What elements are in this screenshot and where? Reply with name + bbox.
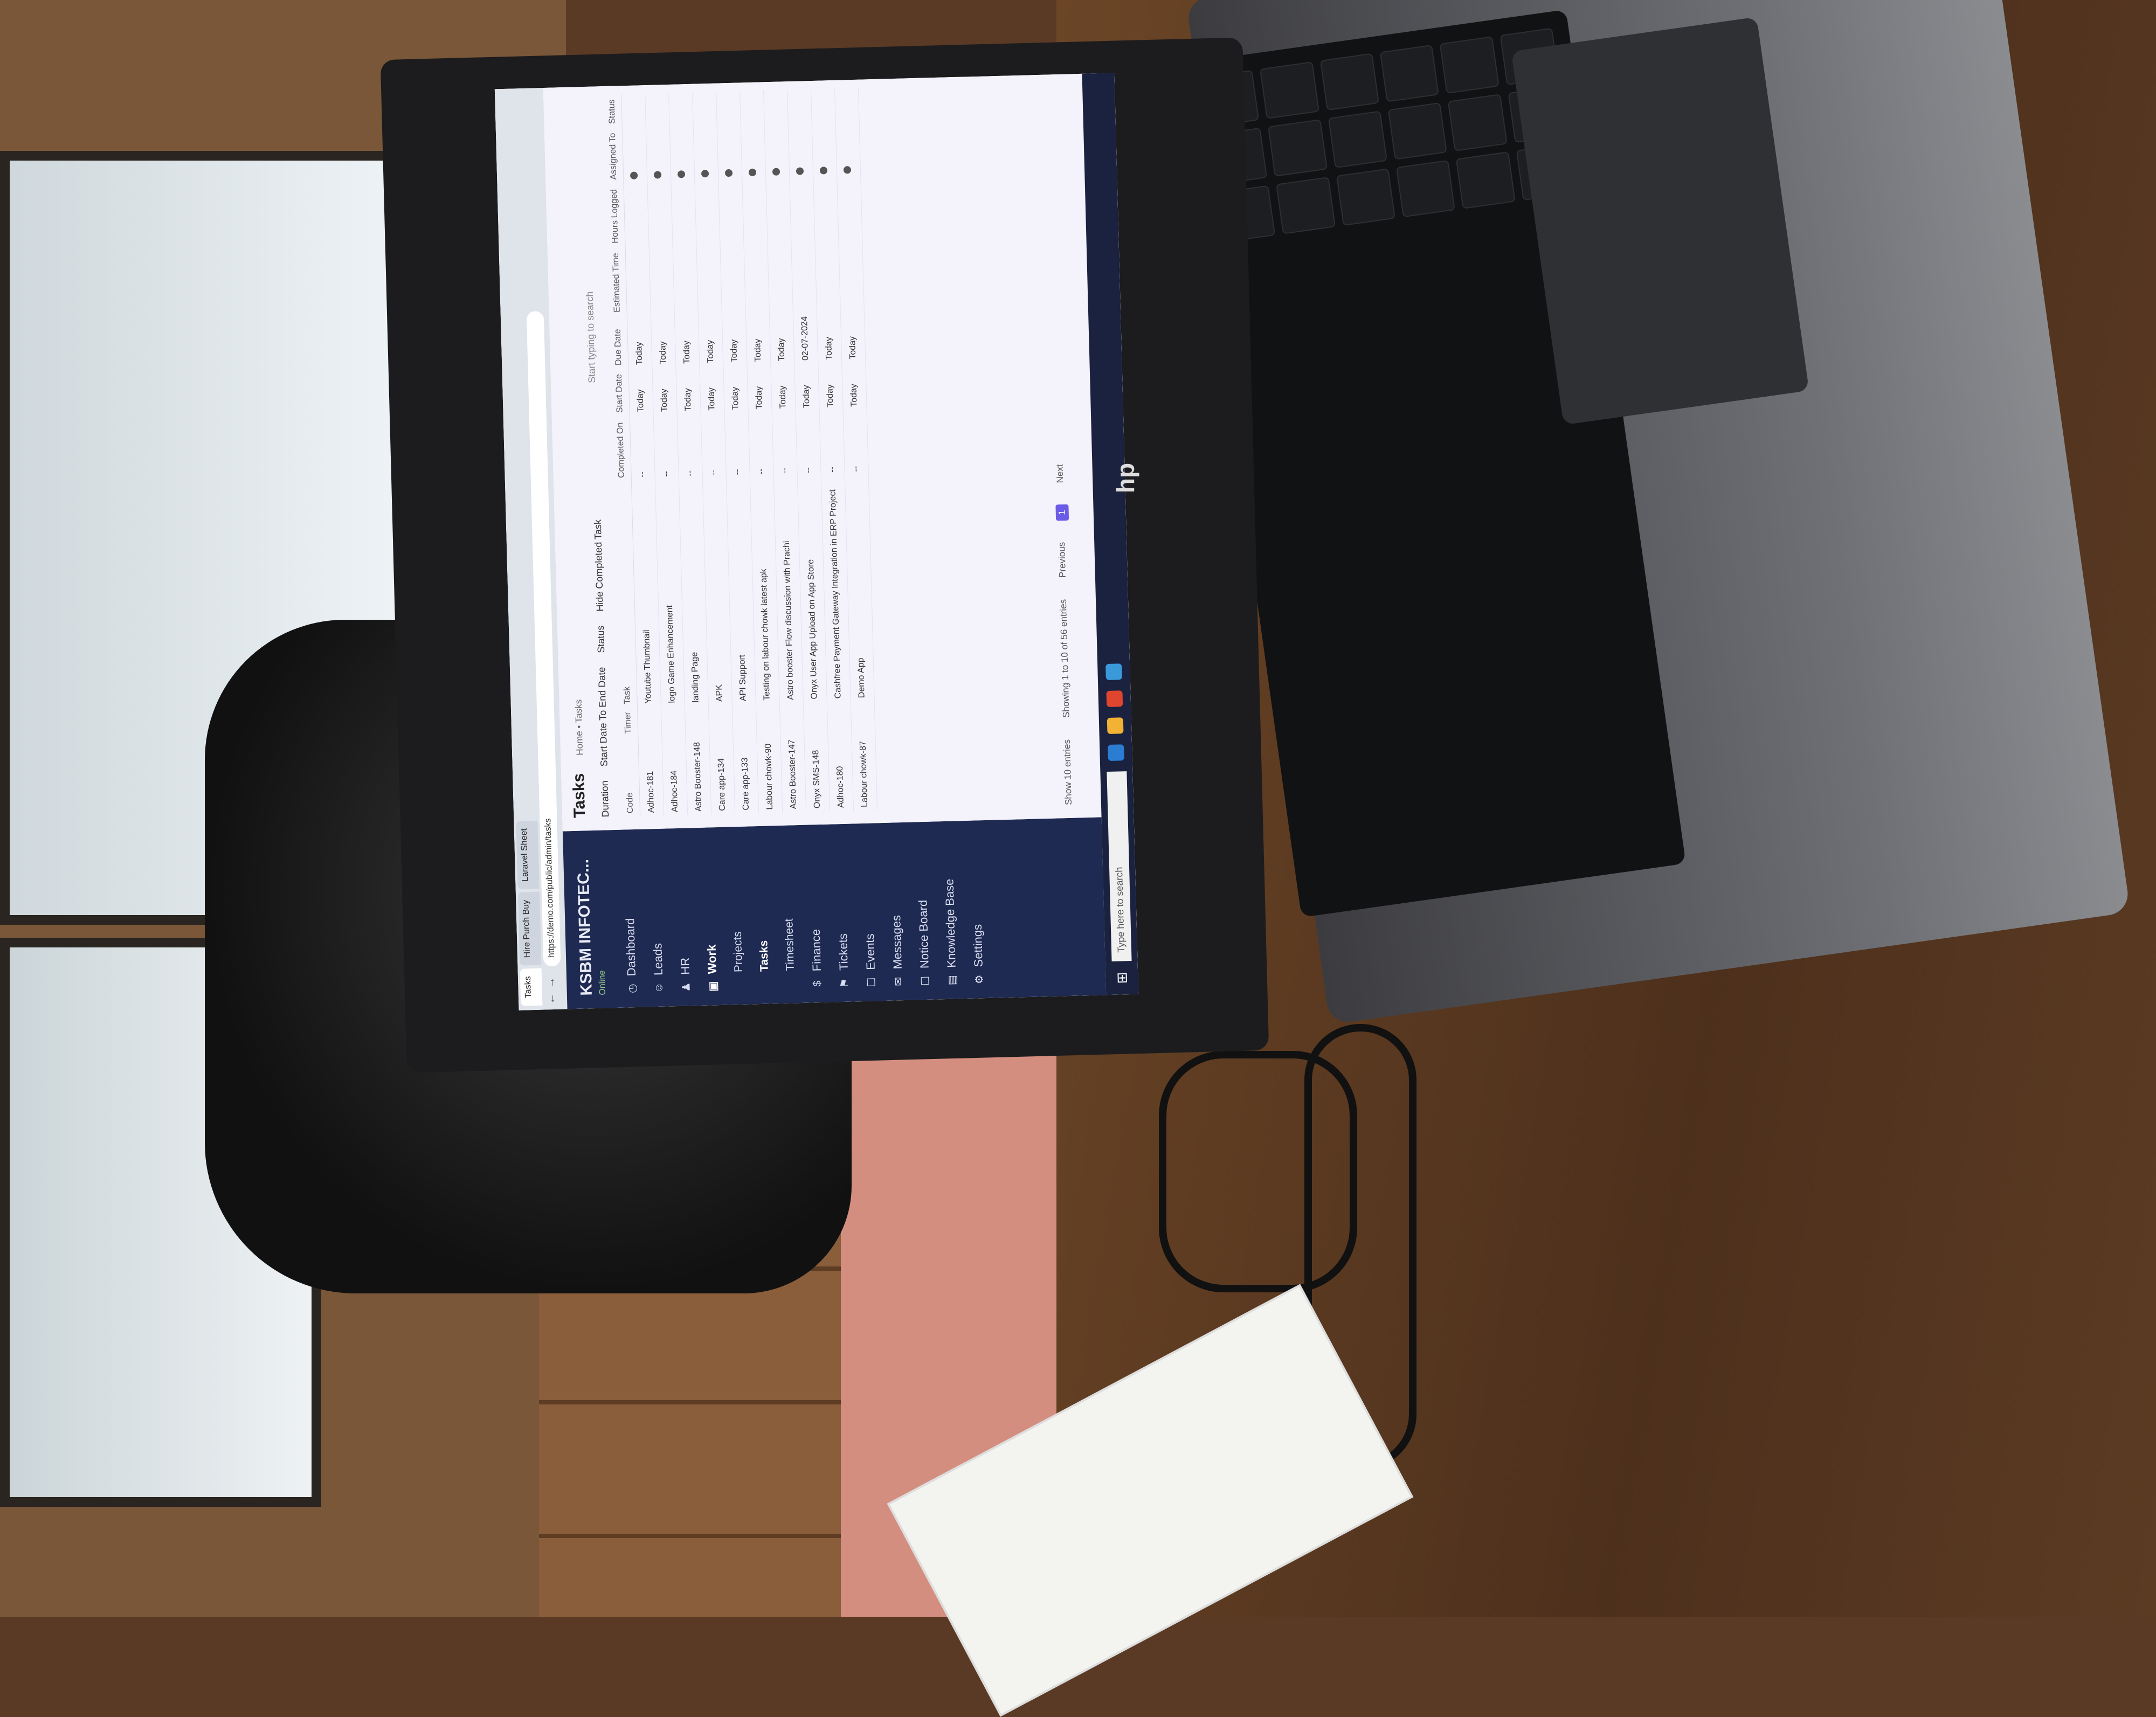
sidebar-item-label: Notice Board xyxy=(916,899,931,969)
search-input[interactable]: Start typing to search xyxy=(584,291,598,384)
keyboard-key xyxy=(1328,110,1387,168)
breadcrumb: Home • Tasks xyxy=(573,699,585,756)
avatar xyxy=(725,169,733,177)
sidebar xyxy=(563,817,1106,1009)
column-header[interactable]: Status xyxy=(603,94,622,127)
sidebar-item-label: Projects xyxy=(731,931,745,973)
sidebar-item-hr[interactable] xyxy=(668,828,700,1006)
sidebar-item-label: Events xyxy=(863,933,877,970)
start-date: Today xyxy=(676,366,701,414)
keyboard-key xyxy=(1448,94,1507,151)
keyboard-key xyxy=(1456,151,1515,209)
notice-board-icon: ☐ xyxy=(919,975,932,986)
keyboard-key xyxy=(1268,119,1327,177)
start-date: Today xyxy=(747,365,772,413)
avatar xyxy=(772,168,780,175)
sidebar-item-knowledge-base[interactable] xyxy=(935,821,966,999)
task-name[interactable]: Testing on labour chowk latest apk xyxy=(750,477,779,704)
page-button[interactable]: 1 xyxy=(1055,504,1069,521)
task-name[interactable]: API Support xyxy=(726,478,756,705)
due-date: Today xyxy=(745,311,771,365)
brand-name: KSBM INFOTEC... xyxy=(574,858,596,996)
back-icon[interactable]: ← xyxy=(545,993,558,1005)
sidebar-item-events[interactable] xyxy=(854,823,886,1001)
sidebar-item-label: Tasks xyxy=(757,940,771,972)
keyboard-key xyxy=(1336,168,1395,226)
hp-logo: hp xyxy=(1111,462,1140,494)
avatar xyxy=(654,171,661,178)
browser-tab[interactable]: Hire Purch Buy xyxy=(518,892,542,966)
task-code: Adhoc-180 xyxy=(828,731,854,812)
task-code: Care app-133 xyxy=(733,733,759,814)
column-header[interactable]: Start Date xyxy=(610,369,630,417)
settings-icon: ⚙ xyxy=(973,974,986,985)
sidebar-item-label: Messages xyxy=(889,915,904,970)
column-header[interactable]: Timer xyxy=(619,707,638,737)
task-code: Labour chowk-87 xyxy=(852,730,877,811)
task-code: Labour chowk-90 xyxy=(757,733,783,813)
keyboard-key xyxy=(1440,36,1499,94)
sidebar-item-projects[interactable] xyxy=(722,827,753,1005)
keyboard-key xyxy=(1260,61,1319,119)
main-content xyxy=(543,74,1102,832)
edge-icon[interactable] xyxy=(1108,744,1124,761)
completed-on: -- xyxy=(724,413,750,479)
completed-on: -- xyxy=(677,414,702,480)
completed-on: -- xyxy=(796,411,821,476)
app-icon[interactable] xyxy=(1105,663,1122,680)
tickets-icon: ⚑ xyxy=(838,978,851,988)
column-header[interactable]: Due Date xyxy=(609,315,628,369)
due-date: 02-07-2024 xyxy=(793,310,818,364)
filter-status[interactable]: Status xyxy=(595,625,607,653)
due-date: Today xyxy=(840,309,866,363)
leads-icon: ☺ xyxy=(652,982,665,994)
task-name[interactable]: landing Page xyxy=(679,479,708,706)
sidebar-item-label: Dashboard xyxy=(623,918,638,977)
chrome-icon[interactable] xyxy=(1106,690,1123,707)
start-date: Today xyxy=(842,362,867,410)
sidebar-item-settings[interactable] xyxy=(962,820,993,999)
folder-icon[interactable] xyxy=(1107,717,1124,734)
sidebar-item-messages[interactable] xyxy=(881,822,913,1001)
due-date: Today xyxy=(722,312,747,366)
task-name[interactable]: Demo App xyxy=(845,475,874,702)
start-date: Today xyxy=(794,363,819,411)
screen-ui xyxy=(495,73,1138,1010)
task-code: Care app-134 xyxy=(709,734,735,814)
column-header[interactable]: Completed On xyxy=(611,416,632,482)
due-date: Today xyxy=(769,311,794,365)
next-button[interactable]: Next xyxy=(1054,464,1066,483)
avatar xyxy=(820,167,827,174)
avatar xyxy=(701,170,709,177)
filter-bar xyxy=(592,520,611,818)
completed-on: -- xyxy=(819,410,845,476)
sidebar-item-dashboard[interactable] xyxy=(614,829,646,1008)
windows-start-icon[interactable]: ⊞ xyxy=(1113,972,1130,984)
touchpad xyxy=(1511,17,1809,425)
events-icon: ☐ xyxy=(865,977,878,987)
keyboard-key xyxy=(1388,102,1447,160)
dashboard-icon: ◷ xyxy=(626,984,639,994)
task-name[interactable]: Youtube Thumbnail xyxy=(631,480,661,707)
start-date: Today xyxy=(771,364,796,412)
task-name[interactable]: APK xyxy=(702,479,732,705)
taskbar-search-input[interactable]: Type here to search xyxy=(1107,771,1131,961)
column-header[interactable]: Hours Logged xyxy=(605,183,625,247)
column-header[interactable]: Task xyxy=(613,481,637,708)
task-code: Adhoc-184 xyxy=(662,736,688,816)
avatar xyxy=(678,170,685,178)
page-title: Tasks xyxy=(570,773,589,819)
previous-button[interactable]: Previous xyxy=(1056,542,1068,578)
address-bar[interactable]: https://demo.com/public/admin/tasks xyxy=(527,311,561,966)
browser-tab[interactable]: Laravel Sheet xyxy=(516,820,539,889)
sidebar-item-work[interactable] xyxy=(695,827,727,1006)
due-date: Today xyxy=(651,314,676,368)
completed-on: -- xyxy=(843,410,868,475)
completed-on: -- xyxy=(701,413,726,479)
sidebar-item-label: Settings xyxy=(970,924,985,967)
table-footer xyxy=(1054,464,1076,805)
start-date: Today xyxy=(723,365,748,413)
sidebar-item-timesheet[interactable] xyxy=(774,825,805,1003)
avatar xyxy=(796,167,804,175)
due-date: Today xyxy=(698,313,723,367)
sidebar-item-label: Tickets xyxy=(836,933,851,971)
brand-status: Online xyxy=(597,970,607,995)
completed-on: -- xyxy=(630,416,655,481)
task-name[interactable]: Astro booster Flow discussion with Prachi xyxy=(773,476,803,703)
completed-on: -- xyxy=(653,414,679,480)
due-date: Today xyxy=(627,315,652,369)
start-date: Today xyxy=(628,368,653,416)
completed-on: -- xyxy=(748,412,773,478)
finance-icon: $ xyxy=(811,980,824,987)
showing-text: Showing 1 to 10 of 56 entries xyxy=(1058,599,1072,718)
column-header[interactable]: Assigned To xyxy=(604,127,624,183)
start-date: Today xyxy=(818,363,843,411)
filter-hide-completed[interactable]: Hide Completed Task xyxy=(592,519,606,612)
sidebar-item-label: Work xyxy=(704,944,719,974)
page-size-select[interactable]: Show 10 entries xyxy=(1061,739,1074,806)
start-date: Today xyxy=(700,366,724,414)
sidebar-item-leads[interactable] xyxy=(641,828,673,1007)
filter-duration[interactable]: Duration xyxy=(599,780,611,818)
sidebar-item-label: Leads xyxy=(651,943,665,976)
task-code: Adhoc-181 xyxy=(638,736,664,816)
avatar xyxy=(844,166,851,174)
sidebar-item-finance[interactable] xyxy=(800,825,832,1003)
keyboard-key xyxy=(1380,45,1439,102)
task-code: Onyx SMS-148 xyxy=(804,732,830,812)
filter-date-range[interactable]: Start Date To End Date xyxy=(596,667,610,767)
task-name[interactable]: logo Game Enhancement xyxy=(655,480,685,707)
completed-on: -- xyxy=(772,412,797,477)
keyboard-key xyxy=(1396,160,1455,218)
start-date: Today xyxy=(652,367,677,415)
laptop-screen xyxy=(495,73,1138,1010)
sidebar-item-label: Finance xyxy=(808,929,824,972)
knowledge-base-icon: ▤ xyxy=(946,974,959,986)
avatar xyxy=(630,171,638,179)
task-name[interactable]: Onyx User App Upload on App Store xyxy=(797,476,827,703)
hr-icon: ♟ xyxy=(680,982,693,992)
forward-icon[interactable]: → xyxy=(544,977,557,988)
keyboard-key xyxy=(1276,177,1335,234)
work-icon: ▣ xyxy=(707,981,720,992)
due-date: Today xyxy=(674,314,700,368)
task-name[interactable]: Cashfree Payment Gateway Integration in ERP Project xyxy=(821,475,851,702)
tasks-table xyxy=(603,88,877,817)
messages-icon: ✉ xyxy=(892,977,905,986)
due-date: Today xyxy=(817,310,842,364)
column-header[interactable]: Code xyxy=(619,737,640,817)
browser-tab[interactable]: Tasks xyxy=(520,968,543,1006)
avatar xyxy=(749,169,756,176)
sidebar-item-tasks[interactable] xyxy=(748,826,779,1004)
task-code: Astro Booster-148 xyxy=(686,735,711,815)
sidebar-item-label: HR xyxy=(678,957,692,975)
task-code: Astro Booster-147 xyxy=(780,732,806,813)
keyboard-key xyxy=(1320,53,1379,110)
sidebar-item-tickets[interactable] xyxy=(827,823,859,1002)
sidebar-item-label: Knowledge Base xyxy=(942,878,958,968)
sidebar-item-label: Timesheet xyxy=(783,918,797,971)
sidebar-item-notice-board[interactable] xyxy=(908,821,939,1000)
column-header[interactable]: Estimated Time xyxy=(607,246,627,316)
